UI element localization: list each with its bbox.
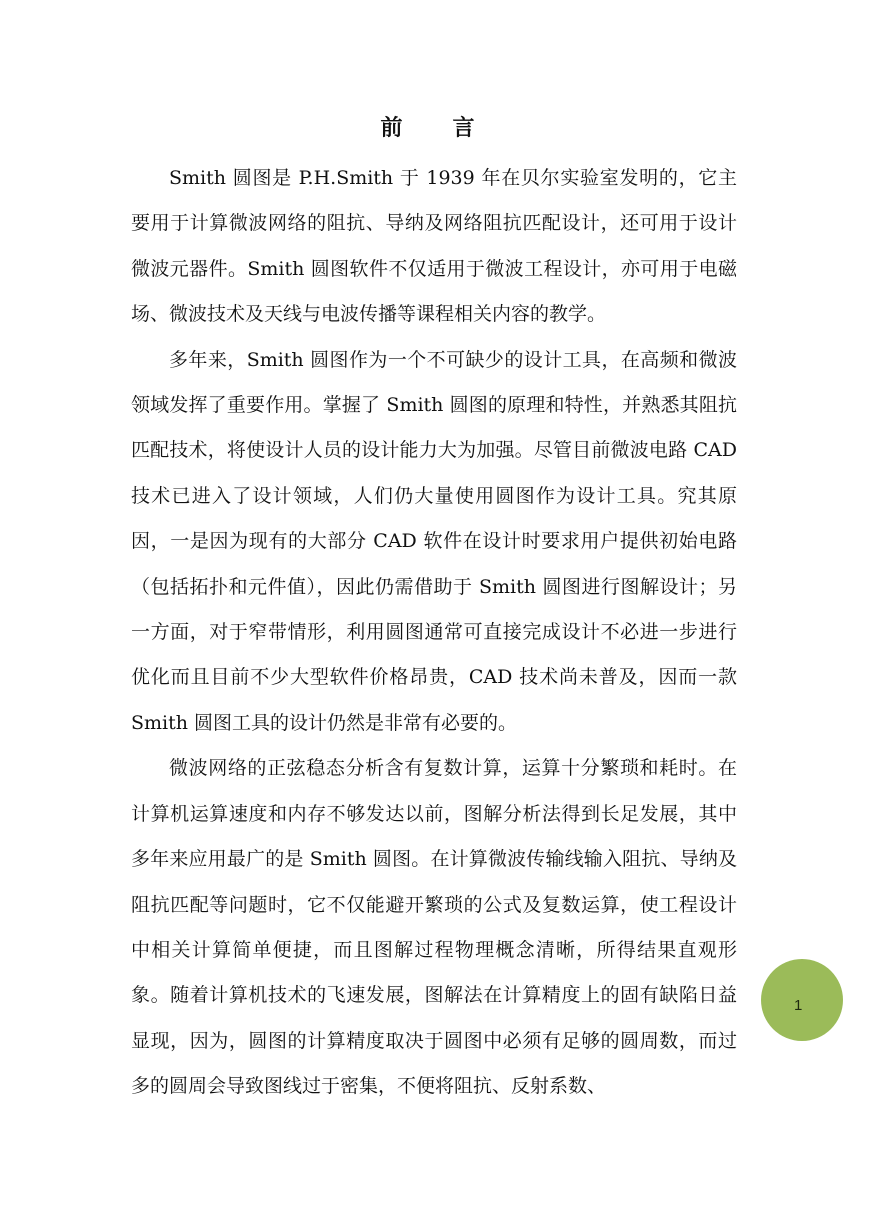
page-number: 1	[794, 997, 803, 1014]
paragraph-1: Smith 圆图是 P.H.Smith 于 1939 年在贝尔实验室发明的，它主要用于计算微波网络的阻抗、导纳及网络阻抗匹配设计，还可用于设计微波元器件。Smith 圆图软件不仅适用于微波工程设计，亦可用于电磁场、微波技术及天线与电波传播等课程相关内容的教学。	[131, 167, 737, 326]
paragraph-2: 多年来，Smith 圆图作为一个不可缺少的设计工具，在高频和微波领域发挥了重要作用。掌握了 Smith 圆图的原理和特性，并熟悉其阻抗匹配技术，将使设计人员的设计能力大为加强。尽管目前微波电路 CAD 技术已进入了设计领域，人们仍大量使用圆图作为设计工具。究其原因，一是因为现有的大部分 CAD 软件在设计时要求用户提供初始电路（包括拓扑和元件值），因此仍需借助于 Smith 圆图进行图解设计；另一方面，对于窄带情形，利用圆图通常可直接完成设计不必进一步进行优化而且目前不少大型软件价格昂贵，CAD 技术尚未普及，因而一款 Smith 圆图工具的设计仍然是非常有必要的。	[131, 348, 737, 734]
body-text	[131, 156, 737, 1110]
page-number-badge	[761, 959, 843, 1041]
page-title: 前 言	[380, 115, 489, 141]
paragraph-3: 微波网络的正弦稳态分析含有复数计算，运算十分繁琐和耗时。在计算机运算速度和内存不够发达以前，图解分析法得到长足发展，其中多年来应用最广的是 Smith 圆图。在计算微波传输线输入阻抗、导纳及阻抗匹配等问题时，它不仅能避开繁琐的公式及复数运算，使工程设计中相关计算简单便捷，而且图解过程物理概念清晰，所得结果直观形象。随着计算机技术的飞速发展，图解法在计算精度上的固有缺陷日益显现，因为，圆图的计算精度取决于圆图中必须有足够的圆周数，而过多的圆周会导致图线过于密集，不便将阻抗、反射系数、	[131, 757, 737, 1098]
